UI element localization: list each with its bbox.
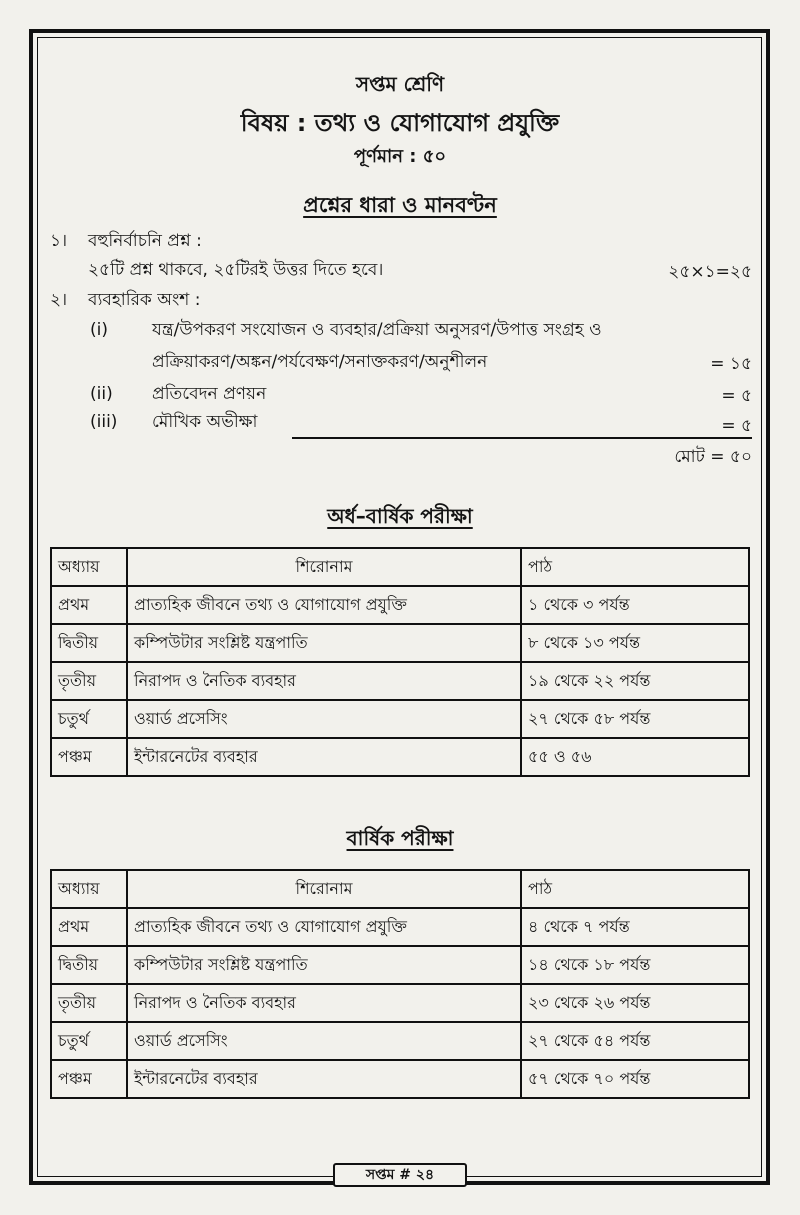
cell-chapter: পঞ্চম bbox=[51, 1060, 127, 1098]
header-lesson: পাঠ bbox=[521, 548, 749, 586]
table-row bbox=[51, 624, 749, 662]
section-title-distribution: প্রশ্নের ধারা ও মানবণ্টন bbox=[303, 193, 497, 217]
cell-chapter: দ্বিতীয় bbox=[51, 946, 127, 984]
cell-title: কম্পিউটার সংশ্লিষ্ট যন্ত্রপাতি bbox=[127, 946, 521, 984]
cell-lesson: ৫৭ থেকে ৭০ পর্যন্ত bbox=[521, 1060, 749, 1098]
total-marks: মোট = ৫০ bbox=[674, 447, 752, 467]
cell-title: নিরাপদ ও নৈতিক ব্যবহার bbox=[127, 662, 521, 700]
cell-chapter: তৃতীয় bbox=[51, 984, 127, 1022]
table-header-row bbox=[51, 548, 749, 586]
practical-item-marks: = ৫ bbox=[721, 416, 752, 436]
table-row bbox=[51, 984, 749, 1022]
cell-chapter: প্রথম bbox=[51, 908, 127, 946]
practical-item-line1: যন্ত্র/উপকরণ সংযোজন ও ব্যবহার/প্রক্রিয়া অনুসরণ/উপাত্ত সংগ্রহ ও bbox=[152, 320, 602, 340]
table-row bbox=[51, 586, 749, 624]
cell-title: ওয়ার্ড প্রসেসিং bbox=[127, 1022, 521, 1060]
table-row bbox=[51, 1022, 749, 1060]
cell-lesson: ৪ থেকে ৭ পর্যন্ত bbox=[521, 908, 749, 946]
practical-item-line2: প্রক্রিয়াকরণ/অঙ্কন/পর্যবেক্ষণ/সনাক্তকরণ/অনুশীলন bbox=[152, 352, 488, 372]
practical-item-line1: প্রতিবেদন প্রণয়ন bbox=[152, 384, 267, 404]
cell-lesson: ৮ থেকে ১৩ পর্যন্ত bbox=[521, 624, 749, 662]
practical-item-line1: মৌখিক অভীক্ষা bbox=[152, 412, 258, 432]
mcq-number: ১। bbox=[50, 231, 68, 251]
cell-lesson: ২৭ থেকে ৫৪ পর্যন্ত bbox=[521, 1022, 749, 1060]
cell-chapter: প্রথম bbox=[51, 586, 127, 624]
table-row bbox=[51, 908, 749, 946]
practical-item-marks: = ১৫ bbox=[710, 354, 752, 374]
cell-chapter: চতুর্থ bbox=[51, 700, 127, 738]
annual-title: বার্ষিক পরীক্ষা bbox=[346, 826, 454, 850]
half-yearly-table bbox=[50, 547, 750, 777]
practical-title: ব্যবহারিক অংশ : bbox=[88, 290, 201, 310]
cell-title: কম্পিউটার সংশ্লিষ্ট যন্ত্রপাতি bbox=[127, 624, 521, 662]
cell-chapter: দ্বিতীয় bbox=[51, 624, 127, 662]
page-number-label: সপ্তম # ২৪ bbox=[333, 1163, 467, 1187]
full-marks: পূর্ণমান : ৫০ bbox=[353, 146, 447, 167]
header-chapter: অধ্যায় bbox=[51, 870, 127, 908]
table-header-row bbox=[51, 870, 749, 908]
cell-chapter: তৃতীয় bbox=[51, 662, 127, 700]
practical-item-num: (i) bbox=[90, 320, 108, 340]
mcq-description: ২৫টি প্রশ্ন থাকবে, ২৫টিরই উত্তর দিতে হবে। bbox=[88, 260, 384, 280]
cell-chapter: পঞ্চম bbox=[51, 738, 127, 776]
cell-lesson: ২৩ থেকে ২৬ পর্যন্ত bbox=[521, 984, 749, 1022]
table-row bbox=[51, 700, 749, 738]
mcq-title: বহুনির্বাচনি প্রশ্ন : bbox=[88, 231, 202, 251]
cell-title: ওয়ার্ড প্রসেসিং bbox=[127, 700, 521, 738]
table-row bbox=[51, 1060, 749, 1098]
table-row bbox=[51, 946, 749, 984]
cell-title: নিরাপদ ও নৈতিক ব্যবহার bbox=[127, 984, 521, 1022]
table-row bbox=[51, 662, 749, 700]
cell-lesson: ১৪ থেকে ১৮ পর্যন্ত bbox=[521, 946, 749, 984]
practical-item-num: (iii) bbox=[90, 412, 118, 432]
cell-title: ইন্টারনেটের ব্যবহার bbox=[127, 1060, 521, 1098]
practical-item-num: (ii) bbox=[90, 384, 113, 404]
table-row bbox=[51, 738, 749, 776]
cell-title: প্রাত্যহিক জীবনে তথ্য ও যোগাযোগ প্রযুক্তি bbox=[127, 908, 521, 946]
practical-number: ২। bbox=[50, 290, 68, 310]
annual-table bbox=[50, 869, 750, 1099]
cell-lesson: ৫৫ ও ৫৬ bbox=[521, 738, 749, 776]
cell-title: ইন্টারনেটের ব্যবহার bbox=[127, 738, 521, 776]
cell-title: প্রাত্যহিক জীবনে তথ্য ও যোগাযোগ প্রযুক্তি bbox=[127, 586, 521, 624]
header-lesson: পাঠ bbox=[521, 870, 749, 908]
header-chapter: অধ্যায় bbox=[51, 548, 127, 586]
subject-title: বিষয় : তথ্য ও যোগাযোগ প্রযুক্তি bbox=[240, 109, 560, 137]
mcq-marks: ২৫×১=২৫ bbox=[668, 262, 752, 282]
class-title: সপ্তম শ্রেণি bbox=[355, 72, 445, 96]
cell-chapter: চতুর্থ bbox=[51, 1022, 127, 1060]
header-title: শিরোনাম bbox=[127, 870, 521, 908]
cell-lesson: ২৭ থেকে ৫৮ পর্যন্ত bbox=[521, 700, 749, 738]
total-rule bbox=[292, 437, 752, 439]
cell-lesson: ১ থেকে ৩ পর্যন্ত bbox=[521, 586, 749, 624]
half-yearly-title: অর্ধ–বার্ষিক পরীক্ষা bbox=[327, 504, 473, 528]
cell-lesson: ১৯ থেকে ২২ পর্যন্ত bbox=[521, 662, 749, 700]
header-title: শিরোনাম bbox=[127, 548, 521, 586]
practical-item-marks: = ৫ bbox=[721, 386, 752, 406]
